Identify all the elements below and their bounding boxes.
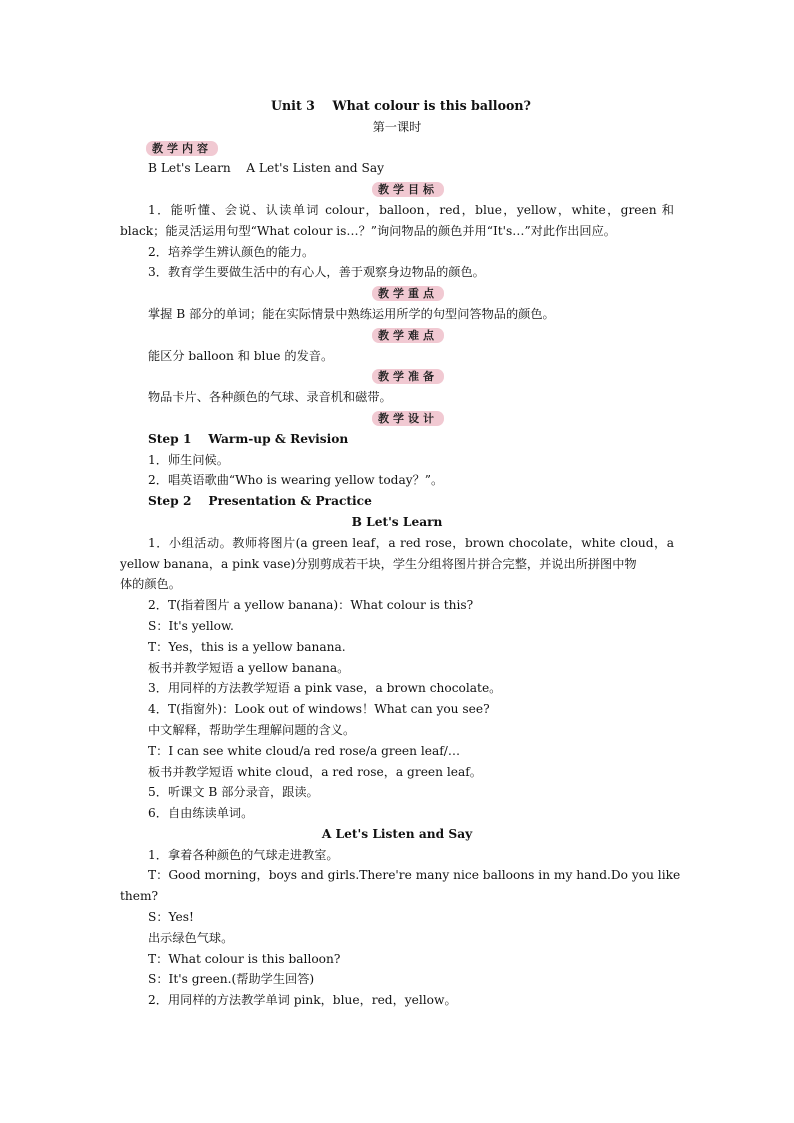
goal-3: 3．教育学生要做生活中的有心人，善于观察身边物品的颜色。 xyxy=(148,265,485,280)
b-item-2-teacher: T：Yes，this is a yellow banana. xyxy=(148,639,346,654)
goal-2: 2．培养学生辨认颜色的能力。 xyxy=(148,244,315,259)
b-item-2-board: 板书并教学短语 a yellow banana。 xyxy=(148,660,350,675)
b-item-5: 5．听课文 B 部分录音，跟读。 xyxy=(148,785,319,800)
difficult-line: 能区分 balloon 和 blue 的发音。 xyxy=(148,348,334,363)
b-item-4-board: 板书并教学短语 white cloud，a red rose，a green leaf。 xyxy=(148,764,482,779)
a-item-1-show: 出示绿色气球。 xyxy=(148,930,234,945)
b-item-6: 6．自由练读单词。 xyxy=(148,806,254,821)
b-item-4-explain: 中文解释，帮助学生理解问题的含义。 xyxy=(148,722,356,737)
section-badge-content: 教学内容 xyxy=(146,141,218,156)
b-item-4-teacher: T：I can see white cloud/a red rose/a green leaf/… xyxy=(148,743,461,758)
a-item-1-student-2: S：It's green.(帮助学生回答) xyxy=(148,972,315,987)
document-page xyxy=(120,96,681,1011)
section-badge-prep: 教学准备 xyxy=(372,369,444,384)
page-title: Unit 3 What colour is this balloon? xyxy=(271,98,531,113)
b-item-3: 3．用同样的方法教学短语 a pink vase，a brown chocolate。 xyxy=(148,681,502,696)
a-item-1-teacher-a: T：Good morning，boys and girls.There're many nice balloons in my hand.Do you like xyxy=(148,868,681,883)
a-item-1: 1．拿着各种颜色的气球走进教室。 xyxy=(148,847,339,862)
section-badge-difficult: 教学难点 xyxy=(372,328,444,343)
goal-1b: black；能灵活运用句型“What colour is…？”询问物品的颜色并用“It's…”对此作出回应。 xyxy=(120,223,616,238)
b-item-1a: 1．小组活动。教师将图片(a green leaf，a red rose，brown chocolate，white cloud，a xyxy=(148,535,674,550)
b-lets-learn-heading: B Let's Learn xyxy=(351,514,443,529)
lesson-subtitle: 第一课时 xyxy=(372,119,422,134)
section-badge-key: 教学重点 xyxy=(372,286,444,301)
a-item-1-teacher-b: them? xyxy=(120,889,159,904)
step-1-heading: Step 1 Warm-up & Revision xyxy=(148,431,349,446)
b-item-4: 4．T(指窗外)：Look out of windows！What can you see? xyxy=(148,702,490,717)
a-listen-say-heading: A Let's Listen and Say xyxy=(321,826,473,841)
a-item-1-student: S：Yes! xyxy=(148,910,194,925)
step-2-heading: Step 2 Presentation & Practice xyxy=(148,494,372,509)
key-line: 掌握 B 部分的单词；能在实际情景中熟练运用所学的句型问答物品的颜色。 xyxy=(148,306,555,321)
b-item-2: 2．T(指着图片 a yellow banana)：What colour is this? xyxy=(148,598,474,613)
b-item-2-student: S：It's yellow. xyxy=(148,618,234,633)
section-badge-goals: 教学目标 xyxy=(372,182,444,197)
step1-item-1: 1．师生问候。 xyxy=(148,452,229,467)
a-item-1-teacher-2: T：What colour is this balloon? xyxy=(148,951,341,966)
a-item-2: 2．用同样的方法教学单词 pink，blue，red，yellow。 xyxy=(148,993,457,1008)
prep-line: 物品卡片、各种颜色的气球、录音机和磁带。 xyxy=(148,390,392,405)
section-badge-design: 教学设计 xyxy=(372,411,444,426)
b-item-1c: 体的颜色。 xyxy=(120,577,181,592)
step1-item-2: 2．唱英语歌曲“Who is wearing yellow today？”。 xyxy=(148,473,444,488)
goal-1a: 1．能听懂、会说、认读单词 colour，balloon，red，blue，yellow，white，green 和 xyxy=(148,202,674,217)
b-item-1b: yellow banana，a pink vase)分别剪成若干块，学生分组将图片拼合完整，并说出所拼图中物 xyxy=(120,556,637,571)
content-line: B Let's Learn A Let's Listen and Say xyxy=(148,161,384,176)
